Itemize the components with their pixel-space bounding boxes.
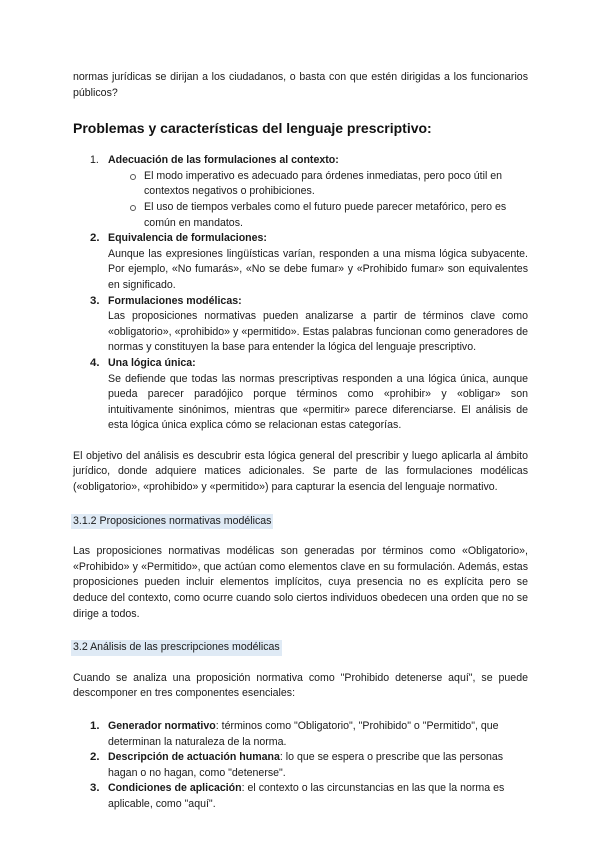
section-32-heading: 3.2 Análisis de las prescripciones modélicas (71, 640, 282, 656)
component-term: Generador normativo (108, 720, 216, 732)
section-312 (73, 514, 528, 530)
components-list (73, 719, 528, 813)
problem-item-1 (73, 153, 528, 231)
component-text: : términos como "Obligatorio", "Prohibido" o "Permitido", que determinan la naturaleza de la norma. (108, 720, 499, 748)
problem-text: Se defiende que todas las normas prescriptivas responden a una lógica única, aunque pueda parecer paradójico porque términos como «prohibir» y «obligar» son intuitivamente sinónimos, mientras que «permitir» parece diferenciarse. El análisis de esta lógica única explica cómo se relacionan estas categorías. (108, 372, 528, 432)
component-number: 2. (90, 751, 100, 764)
component-term: Condiciones de aplicación (108, 782, 242, 795)
component-number: 3. (90, 782, 100, 795)
problem-title: Formulaciones modélicas: (108, 294, 242, 307)
problem-title: Equivalencia de formulaciones: (108, 232, 267, 245)
component-item-3 (73, 781, 528, 812)
component-item-1 (73, 719, 528, 750)
problem-number: 2. (90, 232, 100, 245)
bullet-text: El uso de tiempos verbales como el futuro puede parecer metafórico, pero es común en mandatos. (144, 200, 507, 229)
component-number: 1. (90, 720, 100, 732)
component-item-2 (73, 750, 528, 781)
bullet-item (108, 200, 528, 231)
problem-item-4 (73, 356, 528, 434)
component-text: : lo que se espera o prescribe que las personas hagan o no hagan, como "detenerse". (108, 751, 504, 779)
section-312-heading: 3.1.2 Proposiciones normativas modélicas (71, 514, 273, 530)
bullet-text: El modo imperativo es adecuado para órdenes inmediatas, pero poco útil en contextos negativos o prohibiciones. (144, 169, 503, 198)
document-page (73, 70, 528, 813)
problem-title: Adecuación de las formulaciones al contexto: (108, 154, 339, 167)
problem-number: 4. (90, 356, 100, 369)
section-title: Problemas y características del lenguaje prescriptivo: (73, 120, 432, 137)
problem-number: 1. (90, 154, 99, 167)
section-32-intro: Cuando se analiza una proposición normativa como "Prohibido detenerse aquí", se puede descomponer en tres componentes esenciales: (73, 671, 528, 700)
hollow-bullet-icon (130, 205, 136, 211)
problem-item-3 (73, 294, 528, 356)
problem-number: 3. (90, 294, 100, 307)
problem-item-2 (73, 231, 528, 293)
component-term: Descripción de actuación humana (108, 751, 280, 764)
section-32 (73, 640, 528, 656)
section-312-text: Las proposiciones normativas modélicas son generadas por términos como «Obligatorio», «Prohibido» y «Permitido», que actúan como elementos clave en su formulación. Además, estas proposiciones pueden incluir elementos implícitos, cuya presencia no es explícita pero se deduce del contexto, como ocurre cuando solo ciertos individuos obedecen una orden que no se dirige a todos. (73, 545, 528, 620)
objective-paragraph: El objetivo del análisis es descubrir esta lógica general del prescribir y luego aplicarla al ámbito jurídico, donde adquiere matices adicionales. Se parte de las formulaciones modélicas («obligatorio», «prohibido» y «permitido») para capturar la esencia del lenguaje normativo. (73, 449, 528, 494)
problems-list (73, 153, 528, 434)
problem-text: Las proposiciones normativas pueden analizarse a partir de términos clave como «obligatorio», «prohibido» y «permitido». Estas palabras funcionan como generadores de normas y constituyen la base para entender la lógica del lenguaje prescriptivo. (108, 310, 528, 354)
hollow-bullet-icon (130, 174, 136, 180)
problem-title: Una lógica única: (108, 356, 196, 369)
bullet-item (108, 169, 528, 200)
intro-paragraph: normas jurídicas se dirijan a los ciudadanos, o basta con que estén dirigidas a los funcionarios públicos? (73, 71, 528, 99)
problem-text: Aunque las expresiones lingüísticas varían, responden a una misma lógica subyacente. Por ejemplo, «No fumarás», «No se debe fumar» y «Prohibido fumar» son equivalentes en significado. (108, 247, 528, 291)
component-text: : el contexto o las circunstancias en las que la norma es aplicable, como "aquí". (108, 782, 505, 810)
